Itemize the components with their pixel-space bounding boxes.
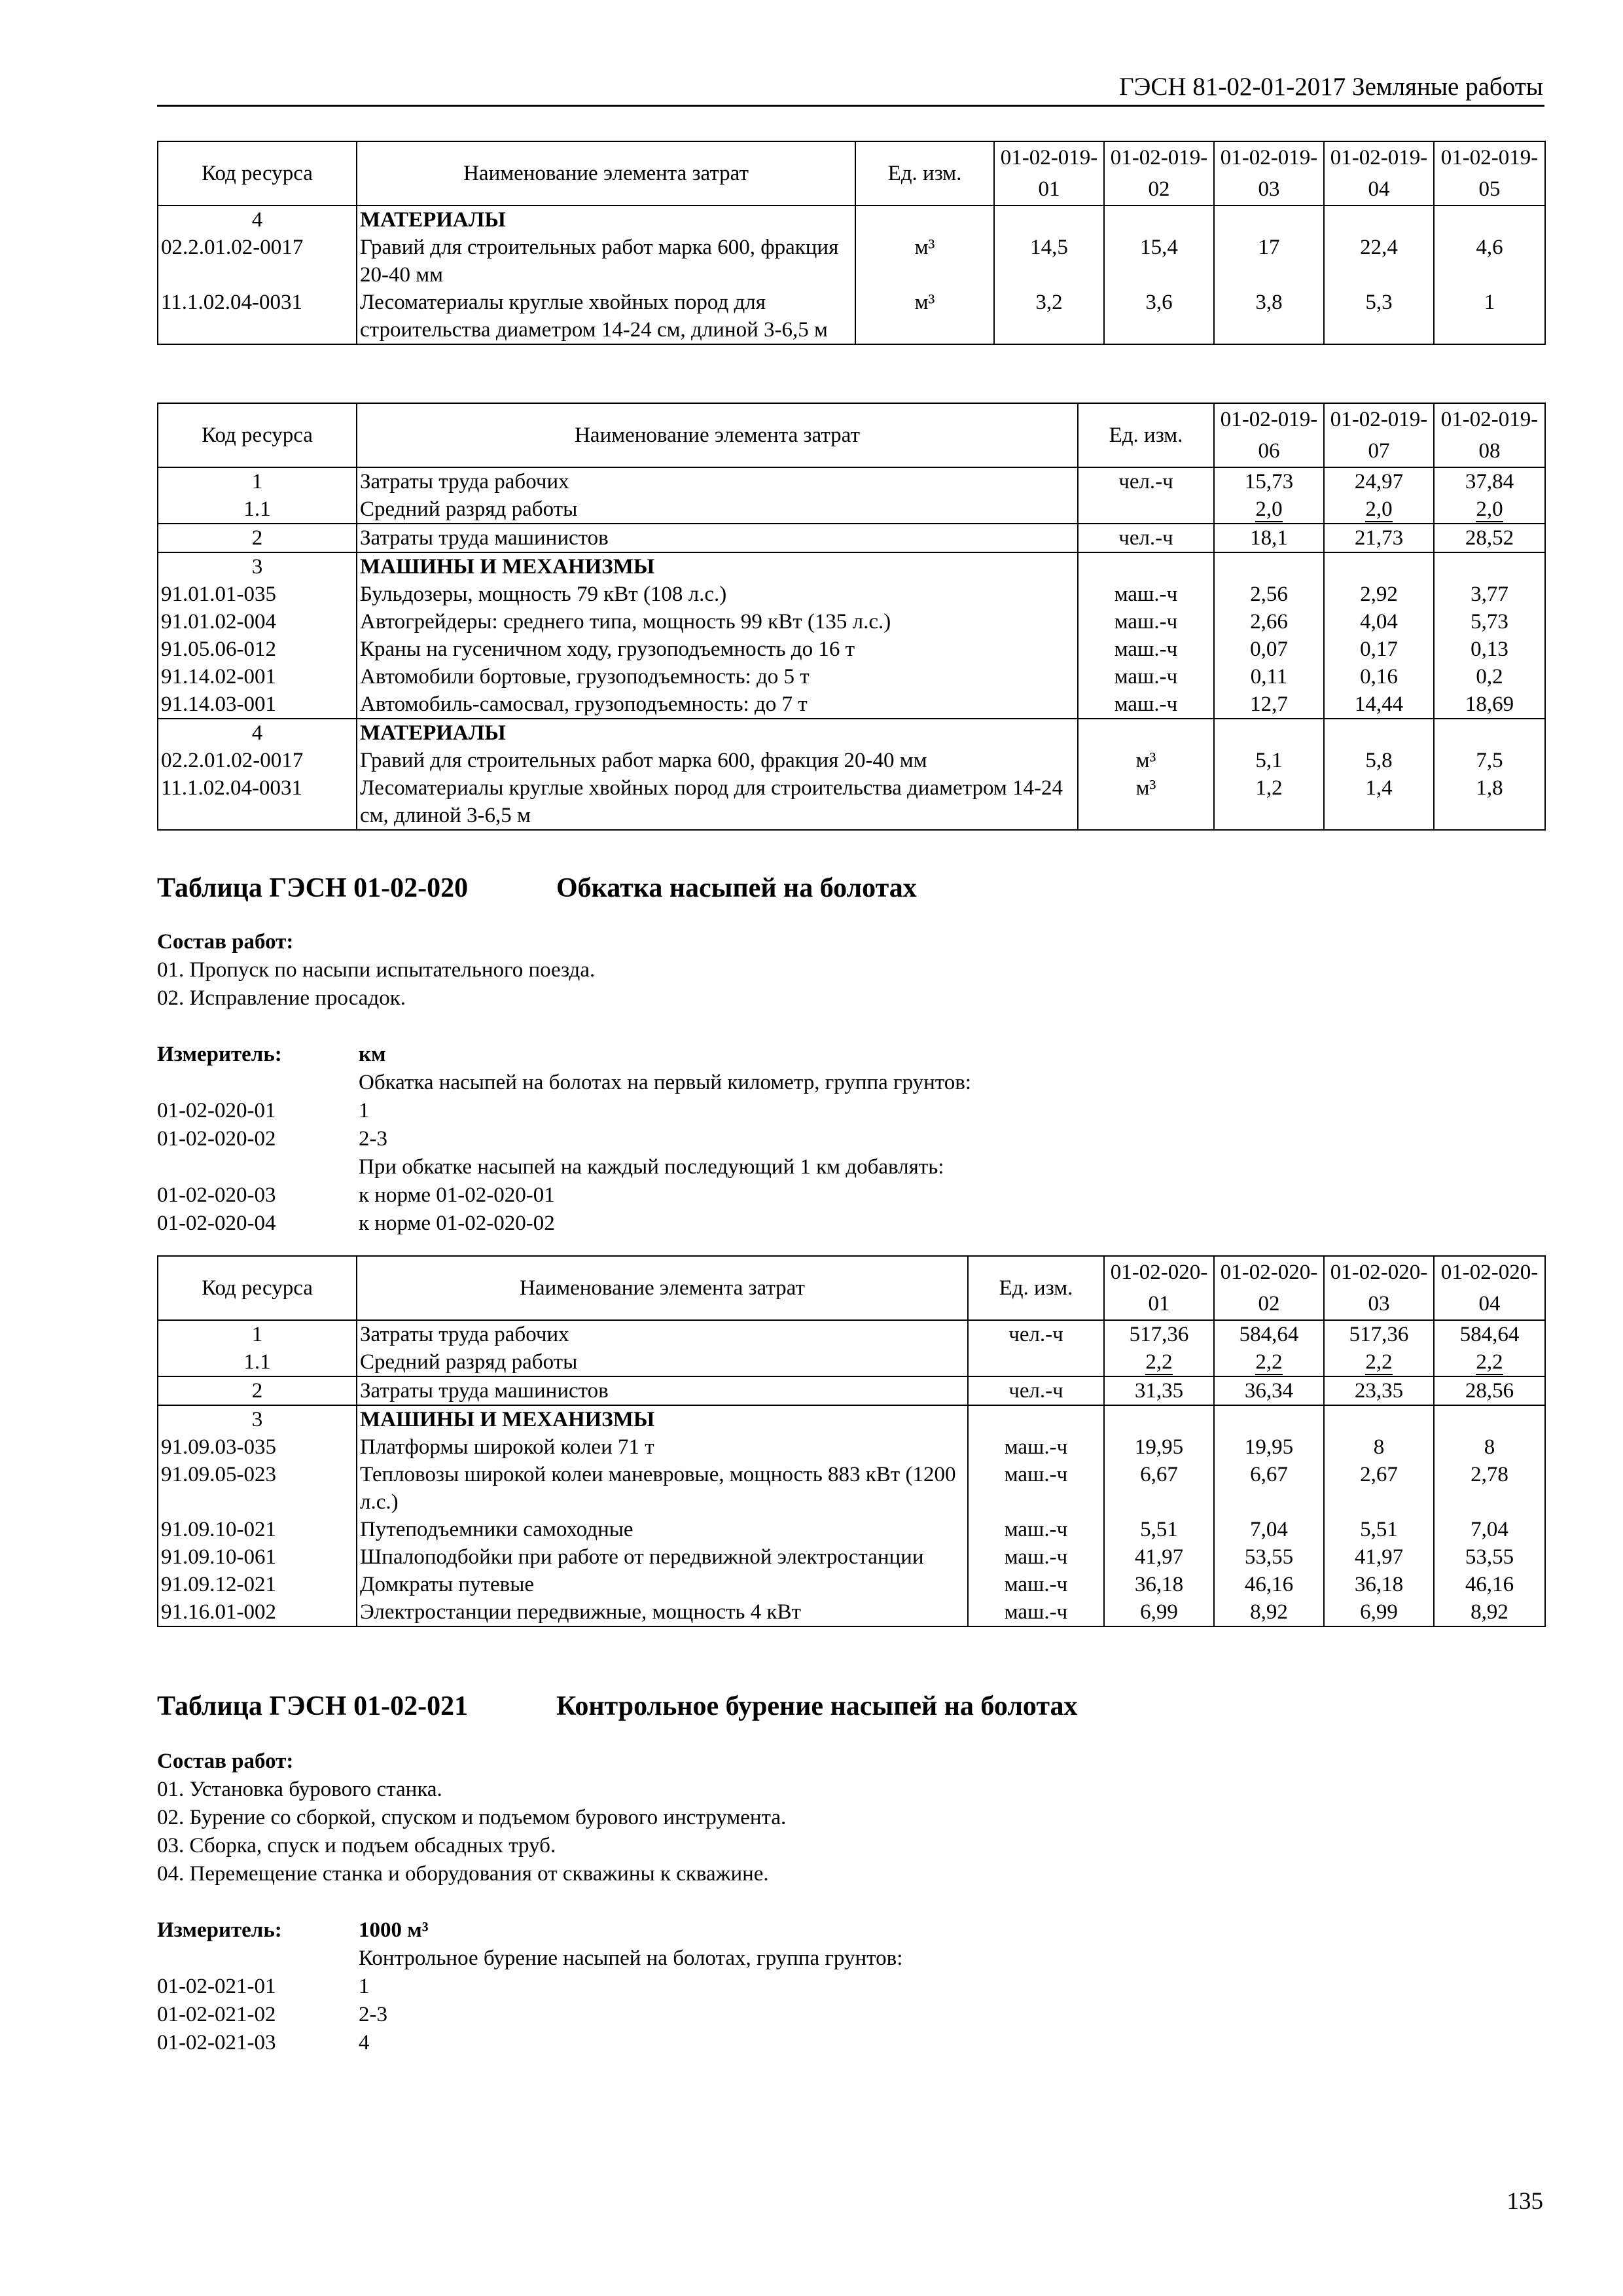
resource-code: 91.09.05-023 — [158, 1461, 357, 1516]
work-item: 02. Исправление просадок. — [157, 986, 406, 1010]
norm-value: 517,36 — [1324, 1320, 1434, 1348]
norm-text: Обкатка насыпей на болотах на первый километр, группа грунтов: — [359, 1071, 972, 1094]
norm-value: 3,2 — [994, 289, 1104, 344]
table-row — [158, 1598, 1545, 1626]
norm-value: 5,3 — [1324, 289, 1434, 344]
norm-value: 14,5 — [994, 234, 1104, 289]
table-row — [158, 581, 1545, 608]
norm-value: 18,69 — [1434, 691, 1545, 719]
measure-row — [157, 1181, 1544, 1210]
norm-value: 17 — [1214, 234, 1324, 289]
norm-value: 584,64 — [1214, 1320, 1324, 1348]
resource-unit: м³ — [855, 289, 994, 344]
col-header-name: Наименование элемента затрат — [357, 141, 855, 206]
col-header-norm: 01-02-019-01 — [994, 141, 1104, 206]
col-header-norm: 01-02-019-07 — [1324, 403, 1434, 467]
resource-code: 91.09.10-061 — [158, 1543, 357, 1571]
resource-unit: чел.-ч — [1078, 467, 1214, 495]
norm-value: 14,44 — [1324, 691, 1434, 719]
works-composition-020 — [157, 928, 1544, 1013]
norm-value: 5,1 — [1214, 747, 1324, 774]
resource-table-019-part2 — [157, 403, 1546, 831]
measure-row — [157, 2029, 1544, 2057]
norm-value — [1434, 1405, 1545, 1433]
table-header-row — [158, 141, 1545, 206]
resource-unit — [968, 1348, 1104, 1376]
col-header-norm: 01-02-020-03 — [1324, 1256, 1434, 1320]
norm-value: 2,78 — [1434, 1461, 1545, 1516]
norm-code: 01-02-020-04 — [157, 1211, 276, 1235]
resource-code: 4 — [158, 719, 357, 747]
table-row — [158, 774, 1545, 830]
table-row — [158, 1433, 1545, 1461]
resource-unit: маш.-ч — [1078, 663, 1214, 691]
col-header-norm: 01-02-019-06 — [1214, 403, 1324, 467]
table-row — [158, 747, 1545, 774]
norm-text: Контрольное бурение насыпей на болотах, группа грунтов: — [359, 1946, 903, 1970]
table-row — [158, 1543, 1545, 1571]
norm-value: 24,97 — [1324, 467, 1434, 495]
work-item: 04. Перемещение станка и оборудования от скважины к скважине. — [157, 1862, 769, 1886]
norm-value: 31,35 — [1104, 1376, 1214, 1405]
col-header-norm: 01-02-020-02 — [1214, 1256, 1324, 1320]
resource-unit: маш.-ч — [968, 1598, 1104, 1626]
norm-text: 1 — [359, 1975, 370, 1998]
norm-value: 15,4 — [1104, 234, 1214, 289]
resource-name: Шпалоподбойки при работе от передвижной электростанции — [357, 1543, 968, 1571]
norm-value — [1104, 1348, 1214, 1376]
resource-unit: м³ — [1078, 747, 1214, 774]
norm-value: 46,16 — [1214, 1571, 1324, 1598]
norm-value: 19,95 — [1214, 1433, 1324, 1461]
norm-value-text: 2,2 — [1476, 1350, 1503, 1374]
measure-row — [157, 1125, 1544, 1153]
norm-value: 2,66 — [1214, 608, 1324, 636]
norm-value: 0,07 — [1214, 636, 1324, 663]
resource-unit: маш.-ч — [1078, 581, 1214, 608]
col-header-code: Код ресурса — [158, 141, 357, 206]
resource-code: 91.16.01-002 — [158, 1598, 357, 1626]
resource-code: 4 — [158, 206, 357, 234]
table-row — [158, 289, 1545, 344]
norm-value: 0,13 — [1434, 636, 1545, 663]
table-row — [158, 1348, 1545, 1376]
resource-code: 11.1.02.04-0031 — [158, 774, 357, 830]
norm-code: 01-02-021-01 — [157, 1975, 276, 1998]
norm-text: При обкатке насыпей на каждый последующий 1 км добавлять: — [359, 1155, 944, 1179]
resource-unit: маш.-ч — [968, 1543, 1104, 1571]
resource-code: 91.01.02-004 — [158, 608, 357, 636]
resource-code: 91.05.06-012 — [158, 636, 357, 663]
resource-unit: маш.-ч — [1078, 691, 1214, 719]
norm-value: 8 — [1434, 1433, 1545, 1461]
norm-value: 5,73 — [1434, 608, 1545, 636]
resource-code: 91.01.01-035 — [158, 581, 357, 608]
resource-unit: м³ — [855, 234, 994, 289]
norm-value: 0,2 — [1434, 663, 1545, 691]
resource-code: 02.2.01.02-0017 — [158, 747, 357, 774]
resource-name: Затраты труда машинистов — [357, 1376, 968, 1405]
norm-value — [1324, 495, 1434, 524]
measure-row — [157, 1973, 1544, 2001]
page-number: 135 — [1507, 2188, 1543, 2215]
norm-value: 4,04 — [1324, 608, 1434, 636]
resource-name: Средний разряд работы — [357, 495, 1078, 524]
resource-name: Домкраты путевые — [357, 1571, 968, 1598]
norm-value: 36,18 — [1324, 1571, 1434, 1598]
resource-unit: маш.-ч — [1078, 636, 1214, 663]
col-header-norm: 01-02-019-08 — [1434, 403, 1545, 467]
resource-name: Гравий для строительных работ марка 600, фракция 20-40 мм — [357, 747, 1078, 774]
norm-value — [1434, 552, 1545, 581]
norm-value: 8,92 — [1214, 1598, 1324, 1626]
resource-code: 2 — [158, 1376, 357, 1405]
norm-value: 41,97 — [1104, 1543, 1214, 1571]
resource-code: 1.1 — [158, 495, 357, 524]
resource-name: МАТЕРИАЛЫ — [357, 206, 855, 234]
norm-value: 2,92 — [1324, 581, 1434, 608]
resource-name: Краны на гусеничном ходу, грузоподъемность до 16 т — [357, 636, 1078, 663]
measure-label: Измеритель: — [157, 1918, 282, 1942]
resource-name: Затраты труда рабочих — [357, 467, 1078, 495]
works-label: Состав работ: — [157, 930, 294, 954]
table-row — [158, 608, 1545, 636]
norm-value: 5,51 — [1324, 1516, 1434, 1543]
table-row — [158, 719, 1545, 747]
table-row — [158, 691, 1545, 719]
norm-value: 7,5 — [1434, 747, 1545, 774]
table-code: Таблица ГЭСН 01-02-020 — [157, 873, 469, 903]
resource-code: 3 — [158, 1405, 357, 1433]
table-row — [158, 234, 1545, 289]
norm-value — [1214, 1348, 1324, 1376]
table-row — [158, 1320, 1545, 1348]
work-item: 01. Установка бурового станка. — [157, 1778, 442, 1801]
norm-value — [994, 206, 1104, 234]
table-header-row — [158, 403, 1545, 467]
norm-value: 6,67 — [1104, 1461, 1214, 1516]
norm-value: 5,51 — [1104, 1516, 1214, 1543]
work-item: 01. Пропуск по насыпи испытательного поезда. — [157, 958, 596, 982]
resource-unit — [855, 206, 994, 234]
norm-value: 8 — [1324, 1433, 1434, 1461]
norm-value — [1324, 552, 1434, 581]
norm-value: 2,56 — [1214, 581, 1324, 608]
norm-text: 1 — [359, 1099, 370, 1122]
table-row — [158, 1376, 1545, 1405]
resource-code: 3 — [158, 552, 357, 581]
norm-value — [1324, 1348, 1434, 1376]
measure-row — [157, 1210, 1544, 1238]
measure-unit: км — [359, 1043, 386, 1066]
norm-value — [1104, 206, 1214, 234]
norm-value: 6,99 — [1104, 1598, 1214, 1626]
norm-value: 18,1 — [1214, 524, 1324, 552]
norm-value: 36,18 — [1104, 1571, 1214, 1598]
section-title-020 — [157, 870, 917, 906]
norm-value-text: 2,0 — [1255, 497, 1283, 521]
col-header-norm: 01-02-020-01 — [1104, 1256, 1214, 1320]
col-header-name: Наименование элемента затрат — [357, 1256, 968, 1320]
resource-code: 1 — [158, 467, 357, 495]
norm-value-text: 2,2 — [1365, 1350, 1393, 1374]
norm-value: 3,6 — [1104, 289, 1214, 344]
resource-code: 91.14.03-001 — [158, 691, 357, 719]
norm-text: 2-3 — [359, 1127, 387, 1151]
norm-code — [157, 1153, 359, 1181]
works-composition-021 — [157, 1748, 1544, 1888]
norm-value: 41,97 — [1324, 1543, 1434, 1571]
table-row — [158, 495, 1545, 524]
table-row — [158, 206, 1545, 234]
norm-value — [1214, 1405, 1324, 1433]
resource-unit: маш.-ч — [968, 1571, 1104, 1598]
resource-unit — [968, 1405, 1104, 1433]
resource-name: Путеподъемники самоходные — [357, 1516, 968, 1543]
resource-name: Лесоматериалы круглые хвойных пород для строительства диаметром 14-24 см, длиной 3-6,5 м — [357, 289, 855, 344]
table-row — [158, 524, 1545, 552]
measure-block-021 — [157, 1916, 1544, 2057]
table-row — [158, 1516, 1545, 1543]
norm-value: 0,11 — [1214, 663, 1324, 691]
table-title: Обкатка насыпей на болотах — [556, 873, 917, 903]
header-rule — [157, 105, 1544, 107]
col-header-unit: Ед. изм. — [855, 141, 994, 206]
table-row — [158, 1571, 1545, 1598]
norm-value: 7,04 — [1434, 1516, 1545, 1543]
norm-value: 46,16 — [1434, 1571, 1545, 1598]
measure-row — [157, 1916, 1544, 1945]
resource-name: Электростанции передвижные, мощность 4 кВт — [357, 1598, 968, 1626]
resource-unit: маш.-ч — [1078, 608, 1214, 636]
norm-value: 28,56 — [1434, 1376, 1545, 1405]
norm-value: 53,55 — [1214, 1543, 1324, 1571]
resource-name: Бульдозеры, мощность 79 кВт (108 л.с.) — [357, 581, 1078, 608]
measure-unit: 1000 м³ — [359, 1918, 429, 1942]
norm-value: 23,35 — [1324, 1376, 1434, 1405]
resource-unit: маш.-ч — [968, 1433, 1104, 1461]
resource-code: 1.1 — [158, 1348, 357, 1376]
resource-name: Автогрейдеры: среднего типа, мощность 99 кВт (135 л.с.) — [357, 608, 1078, 636]
resource-code: 91.09.03-035 — [158, 1433, 357, 1461]
col-header-norm: 01-02-019-05 — [1434, 141, 1545, 206]
norm-value: 22,4 — [1324, 234, 1434, 289]
resource-name: МАШИНЫ И МЕХАНИЗМЫ — [357, 1405, 968, 1433]
col-header-norm: 01-02-019-02 — [1104, 141, 1214, 206]
norm-code: 01-02-020-02 — [157, 1127, 276, 1151]
col-header-code: Код ресурса — [158, 403, 357, 467]
norm-code — [157, 1945, 359, 1973]
resource-unit — [1078, 719, 1214, 747]
norm-value — [1214, 719, 1324, 747]
norm-value: 6,99 — [1324, 1598, 1434, 1626]
resource-code: 1 — [158, 1320, 357, 1348]
norm-value: 36,34 — [1214, 1376, 1324, 1405]
table-row — [158, 1461, 1545, 1516]
norm-code: 01-02-020-01 — [157, 1099, 276, 1122]
norm-value-text: 2,0 — [1365, 497, 1393, 521]
col-header-code: Код ресурса — [158, 1256, 357, 1320]
resource-name: Средний разряд работы — [357, 1348, 968, 1376]
resource-name: МАШИНЫ И МЕХАНИЗМЫ — [357, 552, 1078, 581]
resource-name: МАТЕРИАЛЫ — [357, 719, 1078, 747]
measure-row — [157, 1069, 1544, 1097]
table-title: Контрольное бурение насыпей на болотах — [556, 1691, 1078, 1721]
norm-value: 2,67 — [1324, 1461, 1434, 1516]
norm-value: 21,73 — [1324, 524, 1434, 552]
table-row — [158, 636, 1545, 663]
col-header-norm: 01-02-019-04 — [1324, 141, 1434, 206]
col-header-norm: 01-02-020-04 — [1434, 1256, 1545, 1320]
work-item: 02. Бурение со сборкой, спуском и подъемом бурового инструмента. — [157, 1806, 787, 1829]
norm-value: 6,67 — [1214, 1461, 1324, 1516]
measure-row — [157, 1153, 1544, 1181]
norm-value: 0,17 — [1324, 636, 1434, 663]
measure-label: Измеритель: — [157, 1043, 282, 1066]
table-row — [158, 1405, 1545, 1433]
norm-value: 4,6 — [1434, 234, 1545, 289]
table-header-row — [158, 1256, 1545, 1320]
resource-unit: чел.-ч — [968, 1376, 1104, 1405]
resource-unit: маш.-ч — [968, 1516, 1104, 1543]
norm-value: 1,4 — [1324, 774, 1434, 830]
resource-code: 91.14.02-001 — [158, 663, 357, 691]
norm-value-text: 2,2 — [1255, 1350, 1283, 1374]
norm-text: к норме 01-02-020-02 — [359, 1211, 555, 1235]
resource-code: 02.2.01.02-0017 — [158, 234, 357, 289]
resource-unit: чел.-ч — [968, 1320, 1104, 1348]
norm-text: 2-3 — [359, 2003, 387, 2026]
resource-name: Автомобиль-самосвал, грузоподъемность: до 7 т — [357, 691, 1078, 719]
norm-code: 01-02-020-03 — [157, 1183, 276, 1207]
norm-value: 8,92 — [1434, 1598, 1545, 1626]
resource-name: Платформы широкой колеи 71 т — [357, 1433, 968, 1461]
measure-row — [157, 2001, 1544, 2029]
norm-code: 01-02-021-02 — [157, 2003, 276, 2026]
resource-code: 2 — [158, 524, 357, 552]
measure-row — [157, 1945, 1544, 1973]
norm-value: 19,95 — [1104, 1433, 1214, 1461]
norm-value — [1104, 1405, 1214, 1433]
resource-name: Тепловозы широкой колеи маневровые, мощность 883 кВт (1200 л.с.) — [357, 1461, 968, 1516]
norm-value: 3,77 — [1434, 581, 1545, 608]
table-row — [158, 552, 1545, 581]
norm-value — [1214, 206, 1324, 234]
section-title-021 — [157, 1689, 1077, 1725]
norm-value — [1214, 552, 1324, 581]
norm-value: 12,7 — [1214, 691, 1324, 719]
resource-unit: м³ — [1078, 774, 1214, 830]
norm-value — [1324, 1405, 1434, 1433]
running-header: ГЭСН 81-02-01-2017 Земляные работы — [1119, 73, 1543, 101]
norm-value — [1434, 1348, 1545, 1376]
norm-value — [1324, 206, 1434, 234]
works-label: Состав работ: — [157, 1749, 294, 1773]
table-row — [158, 467, 1545, 495]
resource-name: Затраты труда рабочих — [357, 1320, 968, 1348]
table-row — [158, 663, 1545, 691]
norm-value: 3,8 — [1214, 289, 1324, 344]
norm-code: 01-02-021-03 — [157, 2031, 276, 2054]
resource-table-020 — [157, 1255, 1546, 1627]
norm-value — [1324, 719, 1434, 747]
norm-value-text: 2,0 — [1476, 497, 1503, 521]
col-header-unit: Ед. изм. — [968, 1256, 1104, 1320]
norm-value: 1,2 — [1214, 774, 1324, 830]
col-header-unit: Ед. изм. — [1078, 403, 1214, 467]
resource-name: Затраты труда машинистов — [357, 524, 1078, 552]
norm-text: к норме 01-02-020-01 — [359, 1183, 555, 1207]
resource-unit — [1078, 495, 1214, 524]
norm-code — [157, 1069, 359, 1097]
norm-value: 7,04 — [1214, 1516, 1324, 1543]
norm-value-text: 2,2 — [1145, 1350, 1173, 1374]
norm-value — [1434, 719, 1545, 747]
norm-text: 4 — [359, 2031, 370, 2054]
measure-row — [157, 1041, 1544, 1069]
work-item: 03. Сборка, спуск и подъем обсадных труб. — [157, 1834, 556, 1857]
norm-value — [1434, 206, 1545, 234]
resource-table-019-part1 — [157, 141, 1546, 345]
measure-block-020 — [157, 1041, 1544, 1238]
resource-unit: чел.-ч — [1078, 524, 1214, 552]
norm-value: 1,8 — [1434, 774, 1545, 830]
norm-value: 28,52 — [1434, 524, 1545, 552]
resource-unit: маш.-ч — [968, 1461, 1104, 1516]
measure-row — [157, 1097, 1544, 1125]
norm-value: 1 — [1434, 289, 1545, 344]
norm-value: 15,73 — [1214, 467, 1324, 495]
resource-name: Гравий для строительных работ марка 600, фракция 20-40 мм — [357, 234, 855, 289]
norm-value: 584,64 — [1434, 1320, 1545, 1348]
resource-code: 91.09.10-021 — [158, 1516, 357, 1543]
resource-name: Автомобили бортовые, грузоподъемность: до 5 т — [357, 663, 1078, 691]
resource-code: 91.09.12-021 — [158, 1571, 357, 1598]
table-code: Таблица ГЭСН 01-02-021 — [157, 1691, 469, 1721]
norm-value: 0,16 — [1324, 663, 1434, 691]
norm-value — [1214, 495, 1324, 524]
norm-value: 53,55 — [1434, 1543, 1545, 1571]
resource-name: Лесоматериалы круглые хвойных пород для строительства диаметром 14-24 см, длиной 3-6,5 м — [357, 774, 1078, 830]
col-header-name: Наименование элемента затрат — [357, 403, 1078, 467]
resource-code: 11.1.02.04-0031 — [158, 289, 357, 344]
norm-value: 517,36 — [1104, 1320, 1214, 1348]
norm-value: 5,8 — [1324, 747, 1434, 774]
norm-value — [1434, 495, 1545, 524]
resource-unit — [1078, 552, 1214, 581]
norm-value: 37,84 — [1434, 467, 1545, 495]
col-header-norm: 01-02-019-03 — [1214, 141, 1324, 206]
